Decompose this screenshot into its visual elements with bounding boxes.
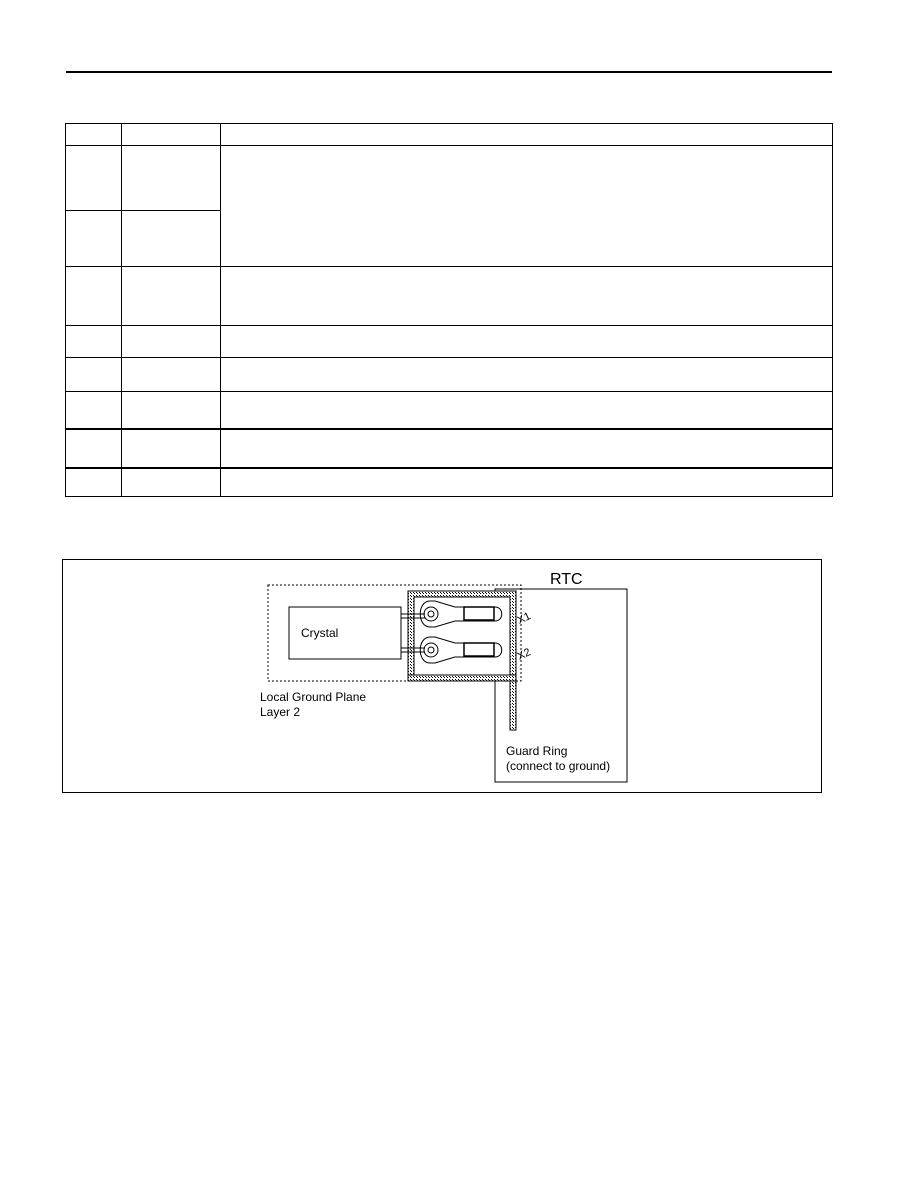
table-cell [122, 392, 221, 430]
table-cell [221, 267, 833, 326]
x1-pin-label: X1 [515, 610, 533, 627]
table-cell [221, 326, 833, 358]
table-cell [66, 358, 122, 392]
table-cell [122, 146, 221, 211]
pin-description-table [65, 123, 833, 497]
table-cell [66, 146, 122, 211]
x2-via-hole [428, 647, 434, 653]
x1-via-hole [428, 611, 434, 617]
table-cell [122, 326, 221, 358]
guard-ring-bottom [408, 675, 516, 681]
crystal-label: Crystal [301, 626, 339, 640]
x2-pin-pad [464, 643, 494, 656]
table-cell [221, 124, 833, 146]
table-cell [66, 468, 122, 497]
table-row [66, 267, 833, 326]
table-cell [122, 468, 221, 497]
guard-ring-label-line2: (connect to ground) [506, 759, 611, 773]
table-cell [221, 429, 833, 468]
table-cell [221, 392, 833, 430]
table-row [66, 146, 833, 211]
table-cell [122, 267, 221, 326]
table-header-row [66, 124, 833, 146]
table-cell [122, 211, 221, 267]
ground-plane-label-line1: Local Ground Plane [260, 690, 367, 704]
header-rule [66, 71, 832, 73]
table-cell [122, 358, 221, 392]
table-cell [66, 392, 122, 430]
table-cell [66, 124, 122, 146]
table-row [66, 392, 833, 430]
table-row [66, 468, 833, 497]
crystal-layout-figure [62, 559, 822, 793]
guard-ring-label-line1: Guard Ring [506, 744, 568, 758]
table-cell [221, 468, 833, 497]
table-cell [122, 429, 221, 468]
table-cell [66, 267, 122, 326]
table-cell [122, 124, 221, 146]
x1-pin-pad [464, 607, 494, 620]
x2-pin-label: X2 [515, 646, 533, 663]
rtc-label: RTC [550, 571, 583, 588]
table-row [66, 326, 833, 358]
table-row [66, 358, 833, 392]
table-cell [66, 326, 122, 358]
layout-diagram-svg [63, 560, 823, 794]
table-cell [66, 211, 122, 267]
table-cell [221, 358, 833, 392]
table-cell [66, 429, 122, 468]
table-row [66, 429, 833, 468]
ground-plane-label-line2: Layer 2 [260, 705, 301, 719]
table-cell-merged [221, 146, 833, 267]
